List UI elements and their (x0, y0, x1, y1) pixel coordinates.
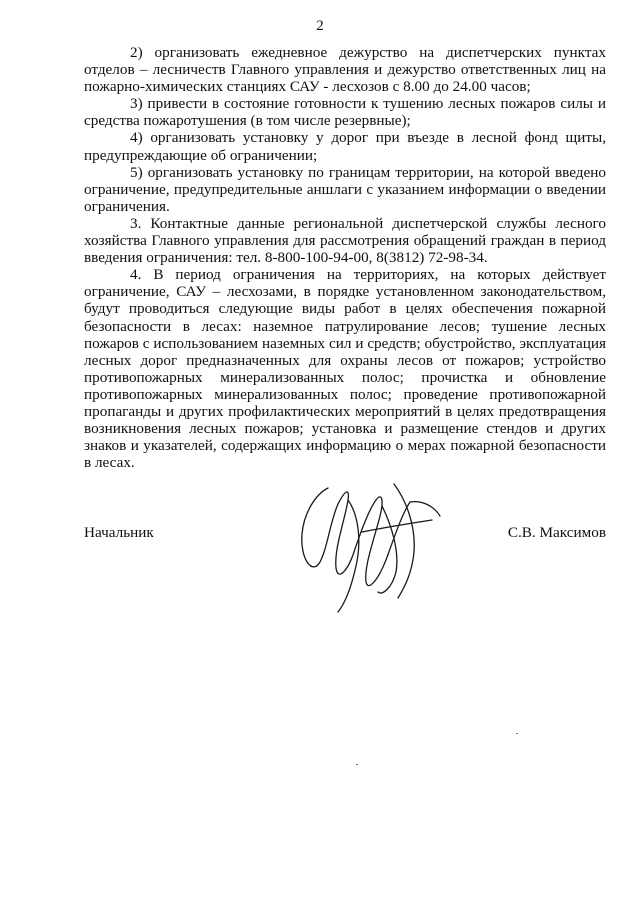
paragraph-item-2: 2) организовать ежедневное дежурство на диспетчерских пунктах отделов – лесничеств Главного управления и дежурство ответственных лиц на пожарно-химических станциях САУ - лесхозов с 8.00 до 24.00 часов; (84, 44, 606, 96)
paragraph-item-3: 3) привести в состояние готовности к тушению лесных пожаров силы и средства пожаротушения (в том числе резервные); (84, 95, 606, 130)
paragraph-item-5: 5) организовать установку по границам территории, на которой введено ограничение, предупредительные аншлаги с указанием информации о введении ограничения. (84, 163, 606, 215)
paragraph-item-4: 4) организовать установку у дорог при въезде в лесной фонд щиты, предупреждающие об ограничении; (84, 129, 606, 164)
scan-speck (356, 764, 358, 765)
signatory-title: Начальник (84, 524, 154, 541)
paragraph-contact-data: 3. Контактные данные региональной диспетчерской службы лесного хозяйства Главного управления для рассмотрения обращений граждан в период введения ограничения: тел. 8-800-100-94-00, 8(3812) 72-98-34. (84, 214, 606, 267)
scan-speck (516, 733, 518, 734)
signatory-name: С.В. Максимов (507, 524, 606, 541)
document-body (84, 44, 606, 471)
handwritten-signature (290, 470, 450, 620)
page-number: 2 (316, 18, 324, 34)
paragraph-work-types: 4. В период ограничения на территориях, на которых действует ограничение, САУ – лесхозами, в порядке установленном законодательством, будут проводиться следующие виды работ в целях обеспечения пожарной безопасности в лесах: наземное патрулирование лесов; тушение лесных пожаров с использованием наземных сил и средств; обустройство, эксплуатация лесных дорог предназначенных для охраны лесов от пожаров; устройство противопожарных минерализованных полос; прочистка и обновление противопожарных минерализованных полос; проведение противопожарной пропаганды и других профилактических мероприятий в целях предотвращения возникновения лесных пожаров; установка и размещение стендов и других знаков и указателей, содержащих информацию о мерах пожарной безопасности в лесах. (84, 266, 606, 472)
